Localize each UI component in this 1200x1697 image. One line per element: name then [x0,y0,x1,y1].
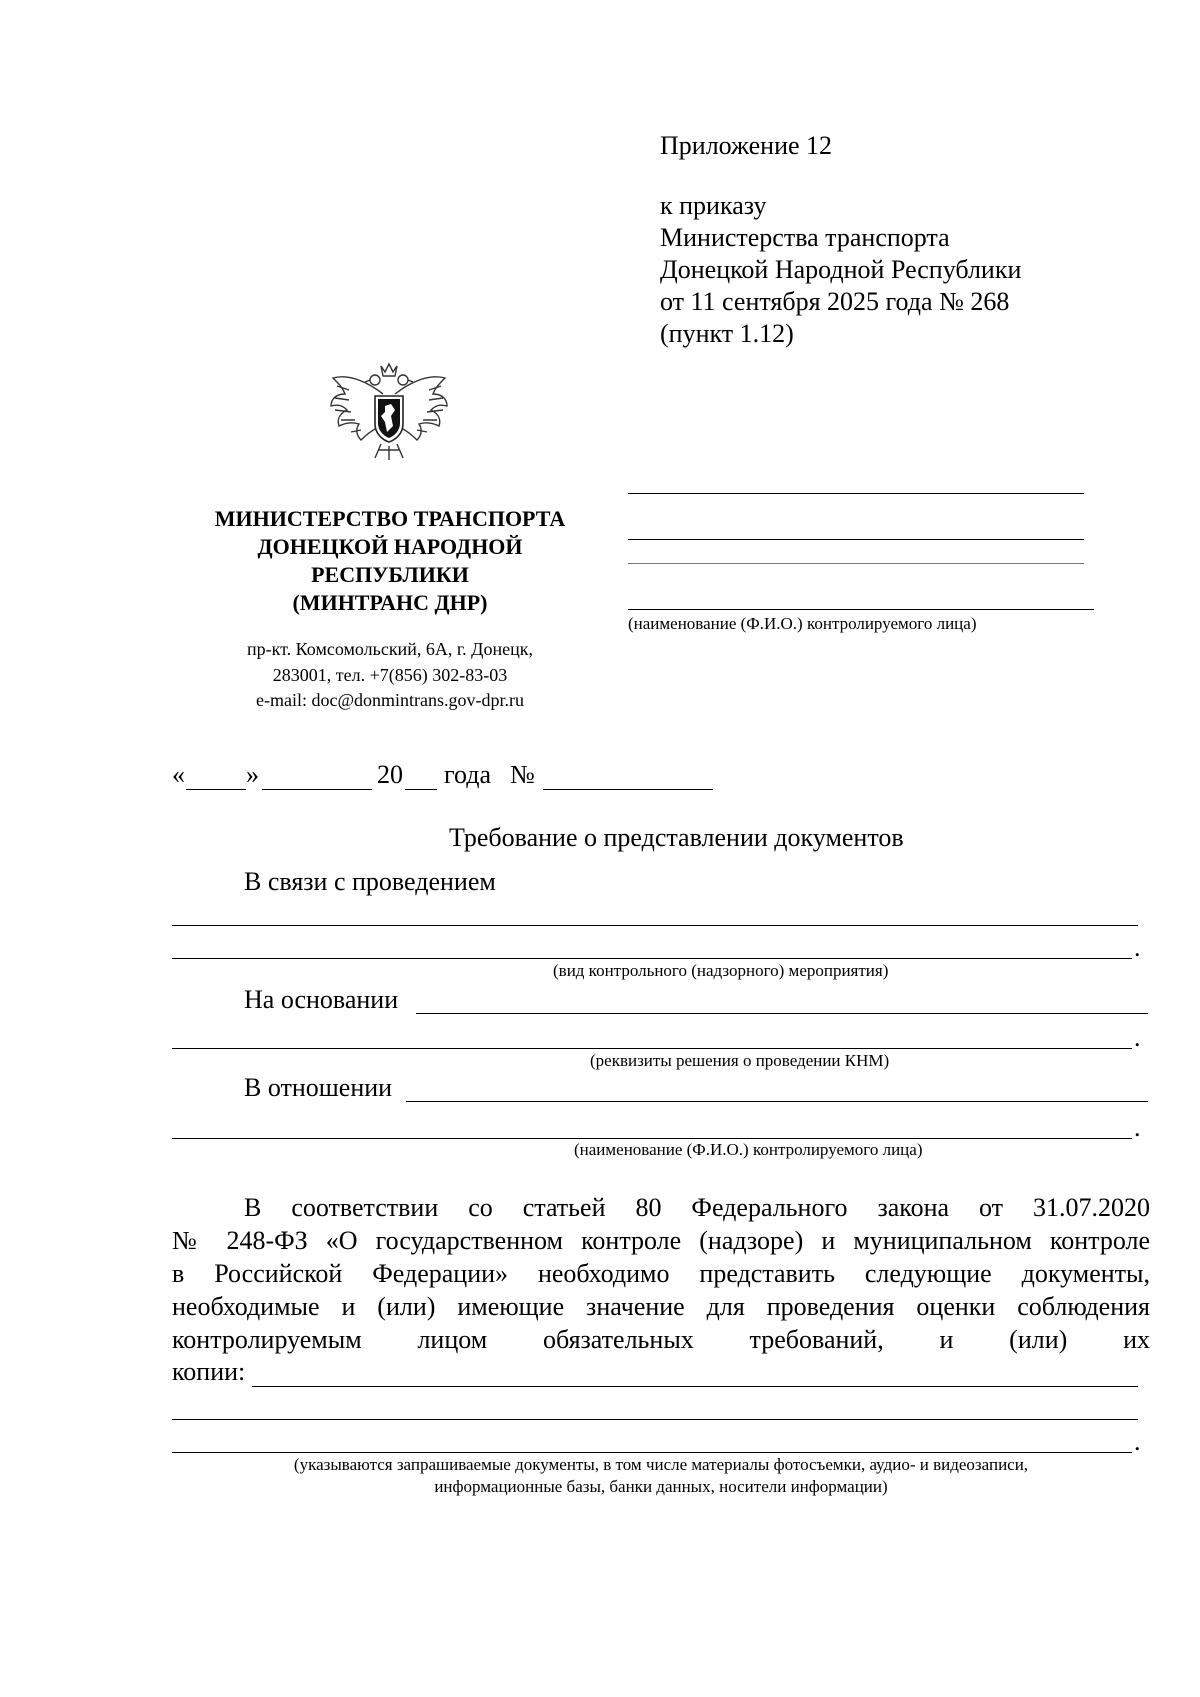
appendix-line-4: от 11 сентября 2025 года № 268 [660,287,1010,316]
basis-line-1[interactable] [416,1013,1148,1014]
basis-line-2[interactable] [172,1048,1132,1049]
regard-line-1[interactable] [406,1101,1148,1102]
basis-label: На основании [244,985,399,1014]
date-year-word: года [444,760,492,789]
recipient-line-4[interactable] [628,609,1094,610]
connection-line-2[interactable] [172,958,1132,959]
date-year-field[interactable] [405,789,437,790]
paragraph-line-1: В соответствии со статьей 80 Федерального закона от 31.07.2020 [244,1193,1150,1222]
paragraph-line-2: № 248-ФЗ «О государственном контроле (надзоре) и муниципальном контроле [172,1226,1150,1255]
number-field[interactable] [543,789,713,790]
documents-line-1[interactable] [252,1386,1138,1387]
org-name-line-4: (МИНТРАНС ДНР) [292,590,488,615]
recipient-line-1[interactable] [628,493,1084,494]
number-sign: № [510,760,535,789]
documents-line-2[interactable] [172,1419,1138,1420]
document-title: Требование о представлении документов [449,823,904,852]
regard-caption: (наименование (Ф.И.О.) контролируемого лица) [574,1140,923,1159]
documents-caption-line-1: (указываются запрашиваемые документы, в том числе материалы фотосъемки, аудио- и видеозаписи, [293,1455,1029,1474]
paragraph-line-4: необходимые и (или) имеющие значение для проведения оценки соблюдения [172,1292,1150,1321]
org-address-line-1: пр-кт. Комсомольский, 6А, г. Донецк, [247,639,533,659]
documents-caption-line-2: информационные базы, банки данных, носители информации) [434,1477,888,1496]
date-month-field[interactable] [262,789,372,790]
appendix-line-2: Министерства транспорта [660,223,950,252]
appendix-line-3: Донецкой Народной Республики [660,255,1022,284]
documents-period: . [1134,1427,1141,1456]
connection-label: В связи с проведением [244,867,496,896]
basis-period: . [1134,1023,1141,1052]
documents-line-3[interactable] [172,1452,1132,1453]
appendix-line-1: к приказу [660,191,767,220]
org-name-line-3: РЕСПУБЛИКИ [311,562,469,587]
connection-period: . [1134,933,1141,962]
date-quote-open: « [172,760,185,789]
paragraph-line-5: контролируемым лицом обязательных требований, и (или) их [172,1325,1150,1354]
date-quote-close: » [246,760,259,789]
regard-line-2[interactable] [172,1138,1132,1139]
date-year-prefix: 20 [377,760,403,789]
regard-period: . [1134,1113,1141,1142]
connection-line-1[interactable] [172,925,1138,926]
coat-of-arms-icon [325,360,453,464]
org-name-line-1: МИНИСТЕРСТВО ТРАНСПОРТА [214,506,566,531]
org-name-line-2: ДОНЕЦКОЙ НАРОДНОЙ [257,534,523,559]
paragraph-line-6: копии: [172,1357,246,1386]
appendix-line-5: (пункт 1.12) [660,319,794,348]
basis-caption: (реквизиты решения о проведении КНМ) [590,1051,890,1070]
org-email: e-mail: doc@donmintrans.gov-dpr.ru [255,690,525,710]
recipient-line-2[interactable] [628,539,1084,540]
paragraph-line-3: в Российской Федерации» необходимо представить следующие документы, [172,1259,1150,1288]
org-address-line-2: 283001, тел. +7(856) 302-83-03 [272,665,508,685]
regard-label: В отношении [244,1073,393,1102]
recipient-line-3[interactable] [628,563,1084,564]
connection-caption: (вид контрольного (надзорного) мероприятия) [553,961,889,980]
date-day-field[interactable] [186,789,246,790]
appendix-title: Приложение 12 [660,131,833,160]
recipient-caption: (наименование (Ф.И.О.) контролируемого лица) [628,614,977,633]
